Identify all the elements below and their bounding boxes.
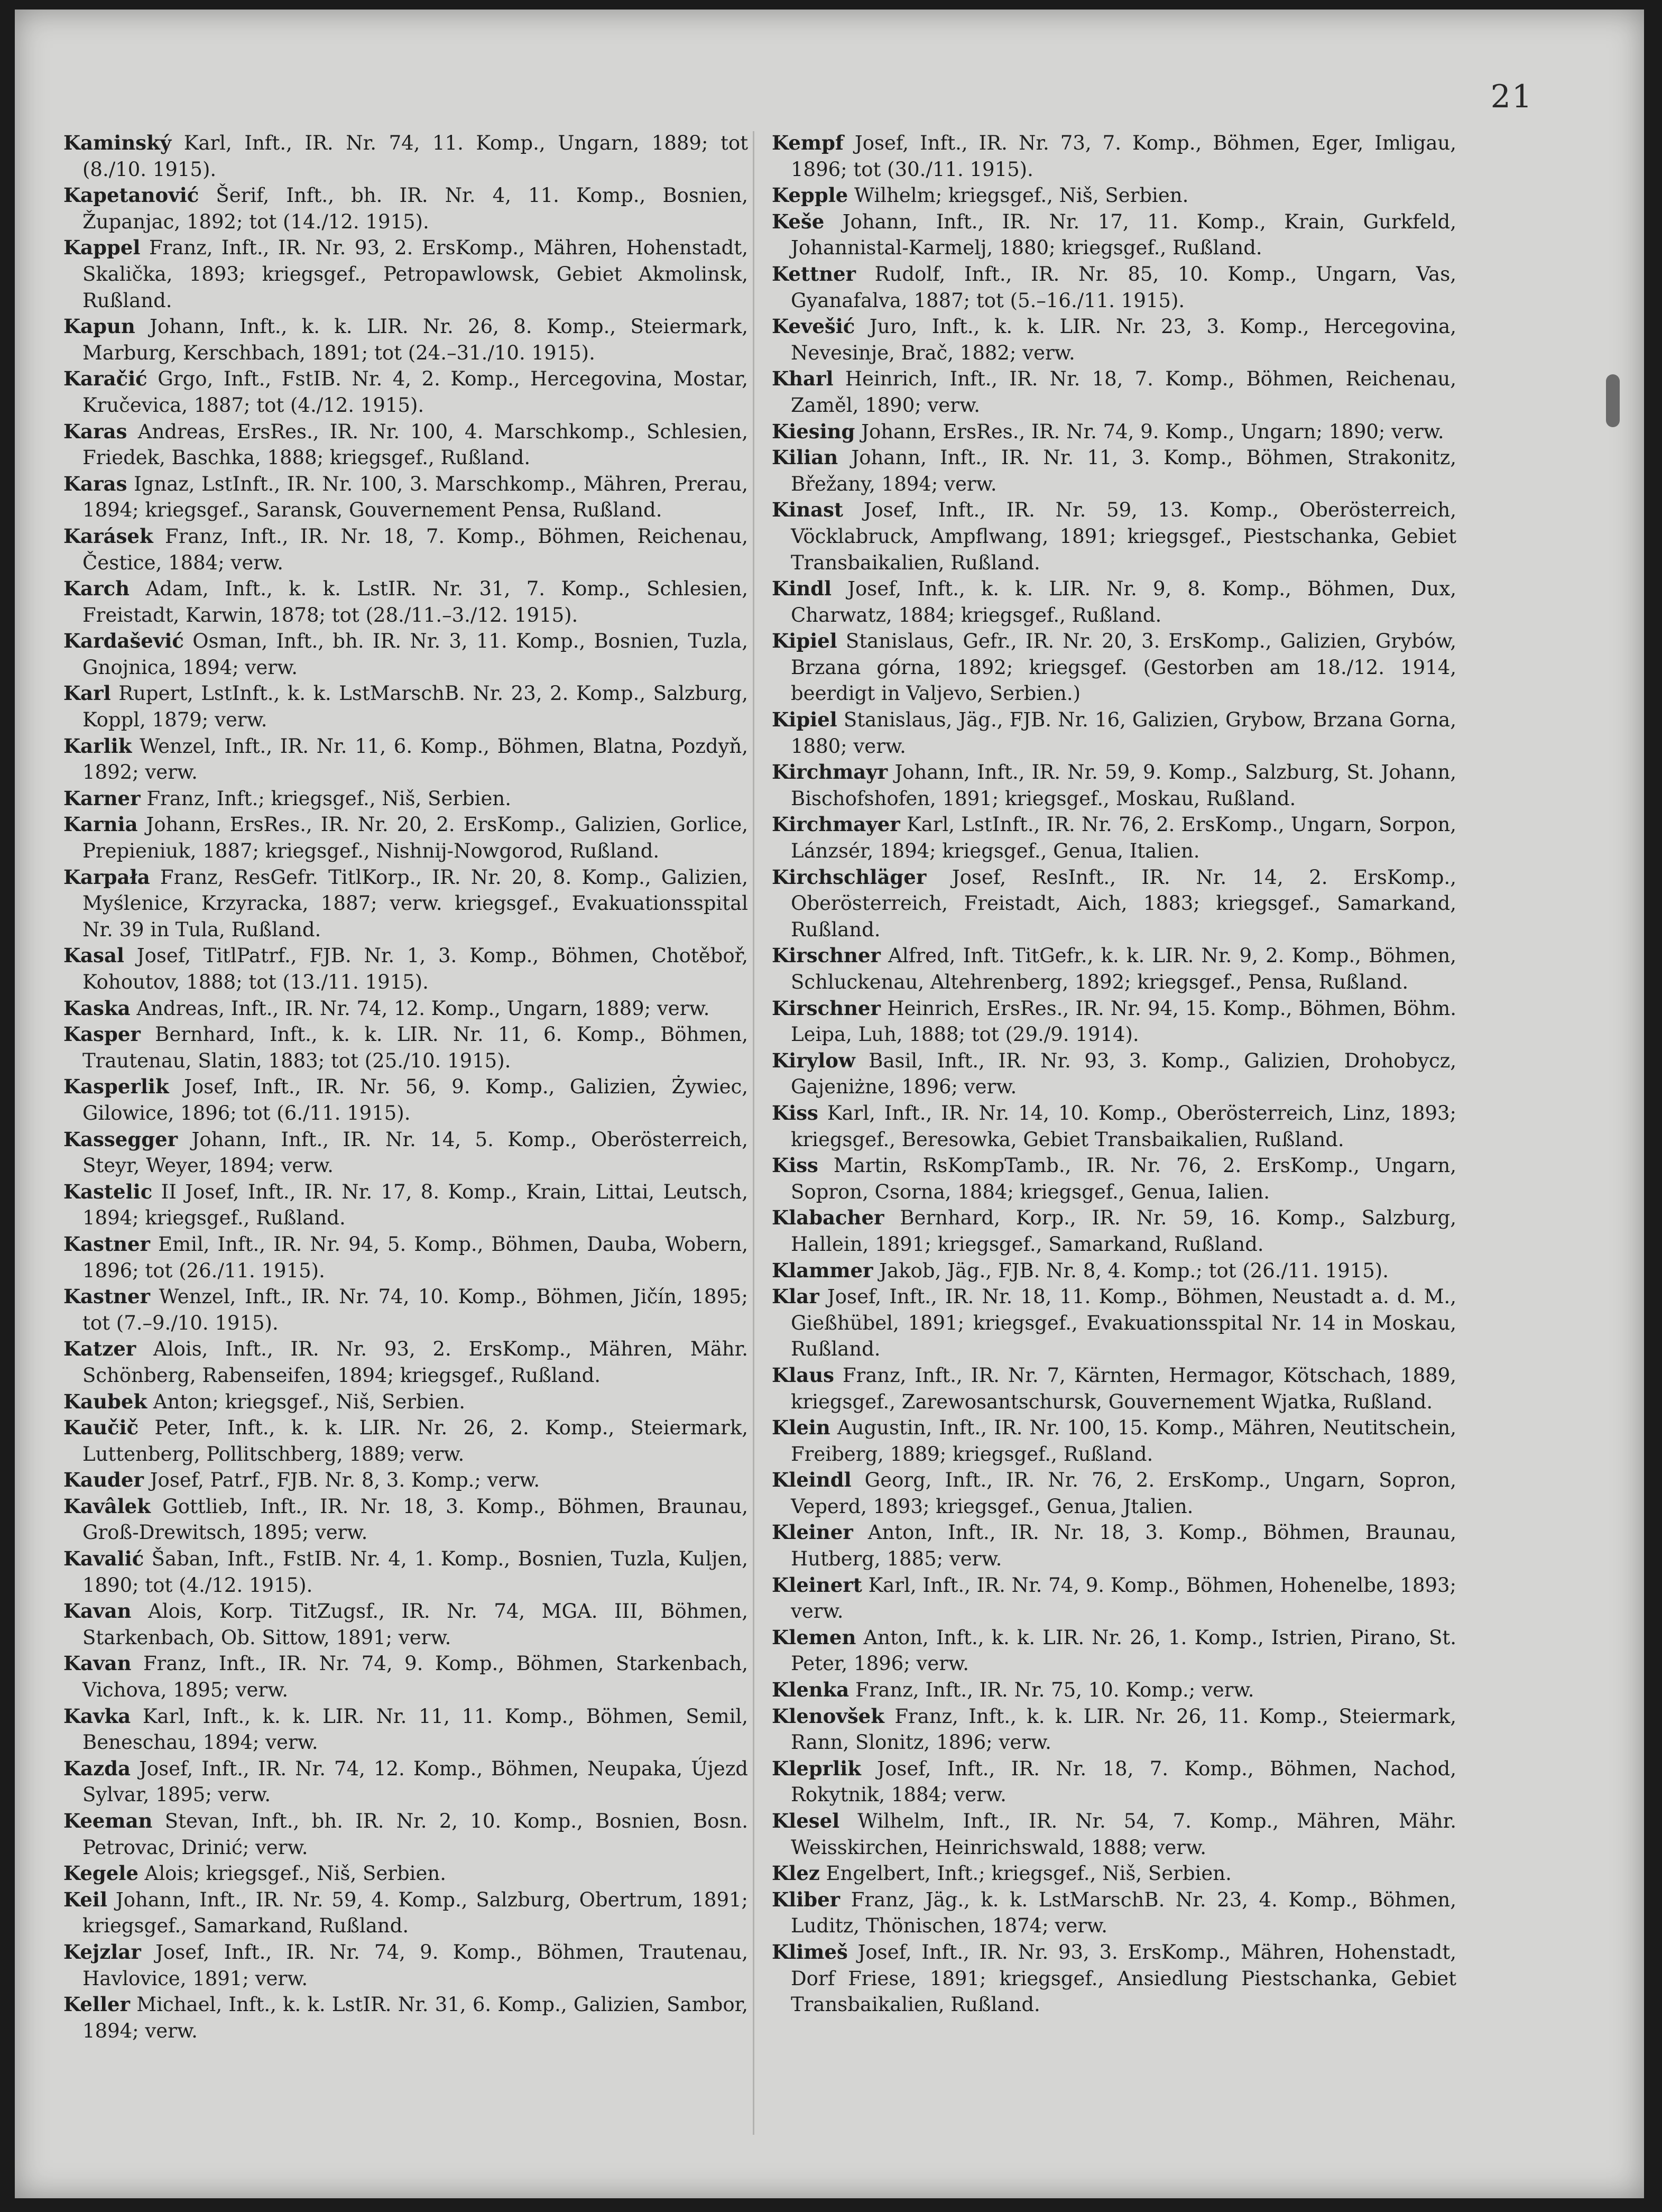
register-entry bbox=[63, 314, 748, 366]
entry-details: Stanislaus, Gefr., IR. Nr. 20, 3. ErsKomp., Galizien, Grybów, Brzana górna, 1892; kriegsgef. (Gestorben am 18./12. 1914, beerdigt in Valjevo, Serbien.) bbox=[791, 630, 1456, 705]
register-entry bbox=[772, 812, 1456, 864]
entry-details: Wilhelm, Inft., IR. Nr. 54, 7. Komp., Mähren, Mähr. Weisskirchen, Heinrichswald, 1888; verw. bbox=[791, 1810, 1456, 1859]
entry-details: Rupert, LstInft., k. k. LstMarschB. Nr. 23, 2. Komp., Salzburg, Koppl, 1879; verw. bbox=[82, 682, 749, 732]
entry-surname: Klez bbox=[772, 1861, 820, 1885]
entry-details: Juro, Inft., k. k. LIR. Nr. 23, 3. Komp., Hercegovina, Nevesinje, Brač, 1882; verw. bbox=[791, 315, 1457, 364]
register-entry bbox=[772, 261, 1456, 314]
entry-details: Karl, LstInft., IR. Nr. 76, 2. ErsKomp., Ungarn, Sorpon, Lánzsér, 1894; kriegsgef., Genua, Italien. bbox=[791, 813, 1456, 863]
entry-details: Emil, Inft., IR. Nr. 94, 5. Komp., Böhmen, Dauba, Wobern, 1896; tot (26./11. 1915). bbox=[82, 1232, 749, 1282]
entry-surname: Karnia bbox=[63, 813, 138, 836]
entry-details: Franz, Inft., IR. Nr. 74, 9. Komp., Böhmen, Starkenbach, Vichova, 1895; verw. bbox=[82, 1652, 748, 1702]
entry-details: Franz, Inft., IR. Nr. 75, 10. Komp.; verw. bbox=[855, 1679, 1254, 1702]
register-entry bbox=[772, 1572, 1456, 1625]
entry-surname: Kevešić bbox=[772, 315, 855, 338]
entry-details: Franz, Inft., k. k. LIR. Nr. 26, 11. Komp., Steiermark, Rann, Slonitz, 1896; verw. bbox=[791, 1704, 1456, 1754]
entry-surname: Kavâlek bbox=[63, 1494, 151, 1518]
entry-details: Franz, Jäg., k. k. LstMarschB. Nr. 23, 4. Komp., Böhmen, Luditz, Thönischen, 1874; verw. bbox=[791, 1888, 1456, 1938]
entry-surname: Klar bbox=[772, 1285, 819, 1308]
register-entry bbox=[63, 1651, 748, 1703]
register-entry bbox=[772, 996, 1456, 1048]
register-entry bbox=[772, 209, 1456, 261]
entry-surname: Kleprlik bbox=[772, 1756, 861, 1780]
entry-surname: Karner bbox=[63, 786, 141, 810]
entry-details: Johann, Inft., k. k. LIR. Nr. 26, 8. Komp., Steiermark, Marburg, Kerschbach, 1891; tot (24.–31./10. 1915). bbox=[82, 315, 748, 364]
register-entry bbox=[772, 497, 1456, 576]
entry-surname: Karl bbox=[63, 681, 111, 705]
entry-details: Georg, Inft., IR. Nr. 76, 2. ErsKomp., Ungarn, Sopron, Veperd, 1893; kriegsgef., Genua, Jtalien. bbox=[791, 1469, 1457, 1518]
entry-surname: Kardašević bbox=[63, 629, 184, 653]
register-entry bbox=[772, 366, 1456, 418]
entry-surname: Kejzlar bbox=[63, 1940, 141, 1964]
register-entry bbox=[63, 235, 748, 314]
column-divider bbox=[753, 131, 754, 2135]
register-entry bbox=[772, 1362, 1456, 1415]
entry-surname: Karpała bbox=[63, 865, 150, 889]
register-entry bbox=[63, 1179, 748, 1231]
entry-surname: Kastelic bbox=[63, 1179, 153, 1203]
entry-details: Josef, Inft., IR. Nr. 56, 9. Komp., Galizien, Żywiec, Gilowice, 1896; tot (6./11. 1915). bbox=[82, 1075, 748, 1125]
entry-details: Andreas, ErsRes., IR. Nr. 100, 4. Marschkomp., Schlesien, Friedek, Baschka, 1888; kriegsgef., Rußland. bbox=[82, 420, 748, 469]
entry-details: Andreas, Inft., IR. Nr. 74, 12. Komp., Ungarn, 1889; verw. bbox=[136, 997, 710, 1020]
entry-details: Karl, Inft., IR. Nr. 74, 9. Komp., Böhmen, Hohenelbe, 1893; verw. bbox=[791, 1573, 1456, 1623]
entry-details: Josef, Inft., IR. Nr. 73, 7. Komp., Böhmen, Eger, Imligau, 1896; tot (30./11. 1915). bbox=[791, 132, 1456, 181]
entry-surname: Kleiner bbox=[772, 1520, 853, 1544]
entry-surname: Kliber bbox=[772, 1887, 841, 1911]
entry-surname: Kirschner bbox=[772, 944, 881, 967]
entry-surname: Kasper bbox=[63, 1022, 141, 1046]
entry-details: Gottlieb, Inft., IR. Nr. 18, 3. Komp., Böhmen, Braunau, Groß-Drewitsch, 1895; verw. bbox=[82, 1495, 749, 1544]
entry-surname: Kappel bbox=[63, 236, 141, 260]
entry-surname: Kasal bbox=[63, 944, 124, 967]
entry-details: Michael, Inft., k. k. LstIR. Nr. 31, 6. Komp., Galizien, Sambor, 1894; verw. bbox=[82, 1993, 748, 2042]
entry-details: Josef, TitlPatrf., FJB. Nr. 1, 3. Komp., Böhmen, Chotěboř, Kohoutov, 1888; tot (13./11. 1915). bbox=[82, 944, 749, 993]
entry-details: Johann, ErsRes., IR. Nr. 74, 9. Komp., Ungarn; 1890; verw. bbox=[861, 420, 1444, 443]
register-entry bbox=[63, 1467, 748, 1494]
entry-surname: Kaminský bbox=[63, 131, 172, 154]
register-entry bbox=[63, 523, 748, 576]
entry-surname: Klesel bbox=[772, 1809, 840, 1832]
entry-surname: Karásek bbox=[63, 524, 153, 548]
entry-details: Šaban, Inft., FstIB. Nr. 4, 1. Komp., Bosnien, Tuzla, Kuljen, 1890; tot (4./12. 1915). bbox=[82, 1547, 749, 1597]
register-entry bbox=[772, 1625, 1456, 1677]
register-entry bbox=[772, 1808, 1456, 1860]
register-entry bbox=[63, 996, 748, 1022]
register-entry bbox=[63, 680, 748, 733]
register-entry bbox=[772, 445, 1456, 497]
entry-surname: Kegele bbox=[63, 1861, 138, 1885]
entry-surname: Kavan bbox=[63, 1652, 132, 1675]
entry-surname: Kiesing bbox=[772, 419, 855, 443]
entry-details: Johann, Inft., IR. Nr. 59, 9. Komp., Salzburg, St. Johann, Bischofshofen, 1891; kriegsgef., Moskau, Rußland. bbox=[791, 761, 1456, 810]
register-entry bbox=[63, 1808, 748, 1860]
entry-details: Alois, Korp. TitZugsf., IR. Nr. 74, MGA. III, Böhmen, Starkenbach, Ob. Sittow, 1891; verw. bbox=[82, 1600, 748, 1649]
register-entry bbox=[63, 864, 748, 943]
entry-surname: Keše bbox=[772, 209, 825, 233]
entry-surname: Kirchschläger bbox=[772, 865, 927, 889]
register-entry bbox=[63, 1992, 748, 2044]
entry-surname: Klimeš bbox=[772, 1940, 848, 1964]
document-page bbox=[15, 10, 1644, 2198]
register-entry bbox=[63, 1231, 748, 1284]
entry-surname: Klenovšek bbox=[772, 1704, 884, 1728]
register-entry bbox=[772, 1100, 1456, 1153]
register-entry bbox=[772, 1939, 1456, 2018]
register-entry bbox=[63, 1860, 748, 1887]
entry-details: Franz, Inft., IR. Nr. 18, 7. Komp., Böhmen, Reichenau, Čestice, 1884; verw. bbox=[82, 524, 748, 574]
register-entry bbox=[772, 943, 1456, 995]
register-entry bbox=[63, 1415, 748, 1467]
entry-details: Johann, Inft., IR. Nr. 11, 3. Komp., Böhmen, Strakonitz, Břežany, 1894; verw. bbox=[791, 446, 1456, 495]
entry-surname: Kindl bbox=[772, 577, 832, 601]
register-entry bbox=[63, 1887, 748, 1939]
entry-surname: Kazda bbox=[63, 1756, 131, 1780]
register-entry bbox=[63, 1494, 748, 1546]
entry-surname: Klemen bbox=[772, 1625, 856, 1649]
entry-details: Josef, Inft., IR. Nr. 18, 7. Komp., Böhmen, Nachod, Rokytnik, 1884; verw. bbox=[791, 1757, 1457, 1807]
register-entry bbox=[772, 314, 1456, 366]
entry-details: Osman, Inft., bh. IR. Nr. 3, 11. Komp., Bosnien, Tuzla, Gnojnica, 1894; verw. bbox=[82, 630, 749, 679]
entry-surname: Karas bbox=[63, 419, 127, 443]
entry-surname: Klenka bbox=[772, 1678, 850, 1702]
register-entry bbox=[772, 1519, 1456, 1572]
entry-surname: Kirchmayr bbox=[772, 760, 888, 784]
register-entry bbox=[63, 1939, 748, 1992]
entry-details: Franz, Inft.; kriegsgef., Niš, Serbien. bbox=[146, 787, 511, 810]
register-entry bbox=[772, 1467, 1456, 1519]
entry-surname: Karch bbox=[63, 577, 130, 601]
entry-surname: Kavka bbox=[63, 1704, 131, 1728]
entry-details: Wenzel, Inft., IR. Nr. 11, 6. Komp., Böhmen, Blatna, Pozdyň, 1892; verw. bbox=[82, 734, 749, 784]
register-entry bbox=[63, 576, 748, 628]
entry-details: Josef, Inft., IR. Nr. 93, 3. ErsKomp., Mähren, Hohenstadt, Dorf Friese, 1891; kriegsgef., Ansiedlung Piestschanka, Gebiet Transbaikalien, Rußland. bbox=[791, 1940, 1456, 2016]
register-entry bbox=[772, 1205, 1456, 1257]
register-entry bbox=[63, 1284, 748, 1336]
register-entry bbox=[63, 786, 748, 812]
entry-surname: Kaska bbox=[63, 996, 131, 1020]
entry-surname: Kaučič bbox=[63, 1416, 139, 1440]
register-entry bbox=[772, 759, 1456, 812]
register-entry bbox=[63, 943, 748, 995]
register-entry bbox=[772, 1860, 1456, 1887]
entry-surname: Klammer bbox=[772, 1258, 873, 1282]
entry-surname: Kasperlik bbox=[63, 1075, 169, 1099]
entry-surname: Katzer bbox=[63, 1337, 136, 1361]
entry-surname: Kastner bbox=[63, 1232, 150, 1256]
entry-surname: Keeman bbox=[63, 1809, 153, 1832]
entry-details: Josef, Inft., IR. Nr. 74, 12. Komp., Böhmen, Neupaka, Újezd Sylvar, 1895; verw. bbox=[82, 1757, 748, 1807]
entry-details: Johann, Inft., IR. Nr. 14, 5. Komp., Oberösterreich, Steyr, Weyer, 1894; verw. bbox=[82, 1128, 749, 1177]
entry-details: Wenzel, Inft., IR. Nr. 74, 10. Komp., Böhmen, Jičín, 1895; tot (7.–9./10. 1915). bbox=[82, 1285, 748, 1334]
entry-surname: Kepple bbox=[772, 183, 848, 207]
entry-details: Stanislaus, Jäg., FJB. Nr. 16, Galizien, Grybow, Brzana Gorna, 1880; verw. bbox=[791, 708, 1456, 758]
entry-details: Alois; kriegsgef., Niš, Serbien. bbox=[144, 1862, 446, 1885]
entry-details: Johann, ErsRes., IR. Nr. 20, 2. ErsKomp., Galizien, Gorlice, Prepieniuk, 1887; kriegsgef., Nishnij-Nowgorod, Rußland. bbox=[82, 813, 748, 863]
entry-surname: Kauder bbox=[63, 1468, 144, 1492]
entry-details: Franz, ResGefr. TitlKorp., IR. Nr. 20, 8. Komp., Galizien, Myślenice, Krzyracka, 1887; verw. kriegsgef., Evakuationsspital Nr. 39 in Tula, Rußland. bbox=[82, 865, 748, 941]
entry-surname: Kirchmayer bbox=[772, 813, 900, 836]
entry-surname: Klein bbox=[772, 1416, 830, 1440]
entry-details: Josef, Inft., IR. Nr. 74, 9. Komp., Böhmen, Trautenau, Havlovice, 1891; verw. bbox=[82, 1940, 748, 1990]
entry-details: Franz, Inft., IR. Nr. 93, 2. ErsKomp., Mähren, Hohenstadt, Skalička, 1893; kriegsgef., Petropawlowsk, Gebiet Akmolinsk, Rußland. bbox=[82, 236, 748, 312]
register-entry bbox=[772, 1756, 1456, 1808]
entry-details: Grgo, Inft., FstIB. Nr. 4, 2. Komp., Hercegovina, Mostar, Kručevica, 1887; tot (4./12. 1915). bbox=[82, 367, 748, 417]
register-entry bbox=[772, 864, 1456, 943]
entry-surname: Keller bbox=[63, 1993, 131, 2016]
entry-surname: Kaubek bbox=[63, 1389, 147, 1413]
register-entry bbox=[63, 1021, 748, 1074]
entry-details: Peter, Inft., k. k. LIR. Nr. 26, 2. Komp., Steiermark, Luttenberg, Pollitschberg, 1889; verw. bbox=[82, 1416, 749, 1466]
register-entry bbox=[772, 1284, 1456, 1362]
register-entry bbox=[63, 1703, 748, 1756]
binding-hole bbox=[1606, 374, 1620, 427]
entry-details: Wilhelm; kriegsgef., Niš, Serbien. bbox=[854, 184, 1189, 207]
entry-details: Josef, ResInft., IR. Nr. 14, 2. ErsKomp., Oberösterreich, Freistadt, Aich, 1883; kriegsgef., Samarkand, Rußland. bbox=[791, 865, 1456, 941]
entry-details: Bernhard, Inft., k. k. LIR. Nr. 11, 6. Komp., Böhmen, Trautenau, Slatin, 1883; tot (25./10. 1915). bbox=[82, 1023, 748, 1072]
entry-surname: Kipiel bbox=[772, 629, 837, 653]
entry-surname: Kleinert bbox=[772, 1573, 862, 1597]
entry-surname: Kempf bbox=[772, 131, 844, 154]
register-entry bbox=[63, 1546, 748, 1598]
entry-details: Franz, Inft., IR. Nr. 7, Kärnten, Hermagor, Kötschach, 1889, kriegsgef., Zarewosantschursk, Gouvernement Wjatka, Rußland. bbox=[791, 1363, 1456, 1413]
entry-details: Martin, RsKompTamb., IR. Nr. 76, 2. ErsKomp., Ungarn, Sopron, Csorna, 1884; kriegsgef., Genua, Ialien. bbox=[791, 1154, 1456, 1203]
register-entry bbox=[63, 733, 748, 786]
entry-details: Augustin, Inft., IR. Nr. 100, 15. Komp., Mähren, Neutitschein, Freiberg, 1889; kriegsgef., Rußland. bbox=[791, 1416, 1456, 1466]
entry-details: Bernhard, Korp., IR. Nr. 59, 16. Komp., Salzburg, Hallein, 1891; kriegsgef., Samarkand, Rußland. bbox=[791, 1206, 1456, 1256]
register-entry bbox=[63, 1598, 748, 1651]
entry-surname: Kavalić bbox=[63, 1547, 144, 1571]
entry-surname: Kiss bbox=[772, 1154, 818, 1177]
register-entry bbox=[63, 1336, 748, 1388]
entry-surname: Kilian bbox=[772, 446, 838, 469]
register-entry bbox=[772, 707, 1456, 759]
entry-surname: Kinast bbox=[772, 498, 844, 522]
entry-surname: Kettner bbox=[772, 262, 856, 285]
right-column bbox=[772, 130, 1456, 2018]
entry-surname: Kleindl bbox=[772, 1468, 852, 1492]
entry-surname: Kapetanović bbox=[63, 183, 199, 207]
entry-details: Engelbert, Inft.; kriegsgef., Niš, Serbien. bbox=[826, 1862, 1232, 1885]
entry-surname: Kiss bbox=[772, 1101, 818, 1125]
entry-surname: Kharl bbox=[772, 367, 834, 391]
register-entry bbox=[63, 628, 748, 680]
register-entry bbox=[63, 130, 748, 182]
entry-surname: Kassegger bbox=[63, 1127, 178, 1151]
register-entry bbox=[63, 182, 748, 235]
entry-surname: Klaus bbox=[772, 1363, 834, 1387]
entry-details: Anton, Inft., k. k. LIR. Nr. 26, 1. Komp., Istrien, Pirano, St. Peter, 1896; verw. bbox=[791, 1626, 1457, 1675]
entry-details: Stevan, Inft., bh. IR. Nr. 2, 10. Komp., Bosnien, Bosn. Petrovac, Drinić; verw. bbox=[82, 1810, 748, 1859]
register-entry bbox=[63, 471, 748, 523]
register-entry bbox=[772, 1677, 1456, 1703]
register-entry bbox=[772, 419, 1456, 445]
entry-details: Josef, Inft., k. k. LIR. Nr. 9, 8. Komp., Böhmen, Dux, Charwatz, 1884; kriegsgef., Rußland. bbox=[791, 577, 1457, 626]
entry-details: Josef, Patrf., FJB. Nr. 8, 3. Komp.; verw. bbox=[150, 1469, 540, 1492]
entry-surname: Karas bbox=[63, 472, 127, 495]
entry-surname: Kastner bbox=[63, 1285, 150, 1308]
register-entry bbox=[63, 1389, 748, 1415]
register-entry bbox=[772, 1258, 1456, 1284]
entry-details: II Josef, Inft., IR. Nr. 17, 8. Komp., Krain, Littai, Leutsch, 1894; kriegsgef., Rußland. bbox=[82, 1180, 748, 1230]
entry-details: Alois, Inft., IR. Nr. 93, 2. ErsKomp., Mähren, Mähr. Schönberg, Rabenseifen, 1894; kriegsgef., Rußland. bbox=[82, 1338, 748, 1387]
entry-surname: Kipiel bbox=[772, 708, 837, 732]
register-entry bbox=[772, 1887, 1456, 1939]
register-entry bbox=[772, 576, 1456, 628]
entry-details: Karl, Inft., IR. Nr. 14, 10. Komp., Oberösterreich, Linz, 1893; kriegsgef., Beresowka, Gebiet Transbaikalien, Rußland. bbox=[791, 1101, 1456, 1151]
entry-details: Karl, Inft., IR. Nr. 74, 11. Komp., Ungarn, 1889; tot (8./10. 1915). bbox=[82, 132, 749, 181]
entry-details: Rudolf, Inft., IR. Nr. 85, 10. Komp., Ungarn, Vas, Gyanafalva, 1887; tot (5.–16./11. 1915). bbox=[791, 262, 1456, 312]
entry-details: Basil, Inft., IR. Nr. 93, 3. Komp., Galizien, Drohobycz, Gajeniżne, 1896; verw. bbox=[791, 1049, 1456, 1099]
register-entry bbox=[772, 1703, 1456, 1756]
entry-details: Josef, Inft., IR. Nr. 18, 11. Komp., Böhmen, Neustadt a. d. M., Gießhübel, 1891; kriegsgef., Evakuationsspital Nr. 14 in Moskau, Rußland. bbox=[791, 1285, 1457, 1361]
register-entry bbox=[63, 812, 748, 864]
register-entry bbox=[63, 419, 748, 471]
entry-details: Heinrich, Inft., IR. Nr. 18, 7. Komp., Böhmen, Reichenau, Zaměl, 1890; verw. bbox=[791, 367, 1456, 417]
entry-details: Karl, Inft., k. k. LIR. Nr. 11, 11. Komp., Böhmen, Semil, Beneschau, 1894; verw. bbox=[82, 1704, 749, 1754]
entry-details: Anton; kriegsgef., Niš, Serbien. bbox=[153, 1390, 466, 1413]
entry-surname: Karačić bbox=[63, 367, 147, 391]
register-entry bbox=[63, 1074, 748, 1126]
page-number: 21 bbox=[1490, 78, 1533, 115]
register-entry bbox=[772, 182, 1456, 209]
entry-details: Jakob, Jäg., FJB. Nr. 8, 4. Komp.; tot (26./11. 1915). bbox=[879, 1259, 1389, 1282]
entry-surname: Karlik bbox=[63, 734, 132, 758]
entry-surname: Kapun bbox=[63, 315, 135, 338]
entry-details: Josef, Inft., IR. Nr. 59, 13. Komp., Oberösterreich, Vöcklabruck, Ampflwang, 1891; kriegsgef., Piestschanka, Gebiet Transbaikalien, Rußland. bbox=[791, 499, 1456, 574]
entry-surname: Klabacher bbox=[772, 1206, 884, 1230]
entry-details: Johann, Inft., IR. Nr. 17, 11. Komp., Krain, Gurkfeld, Johannistal-Karmelj, 1880; kriegsgef., Rußland. bbox=[791, 210, 1457, 260]
entry-surname: Kirschner bbox=[772, 996, 881, 1020]
entry-details: Adam, Inft., k. k. LstIR. Nr. 31, 7. Komp., Schlesien, Freistadt, Karwin, 1878; tot (28./11.–3./12. 1915). bbox=[82, 577, 748, 626]
register-entry bbox=[63, 1127, 748, 1179]
register-entry bbox=[63, 1756, 748, 1808]
entry-details: Alfred, Inft. TitGefr., k. k. LIR. Nr. 9, 2. Komp., Böhmen, Schluckenau, Altehrenberg, 1892; kriegsgef., Pensa, Rußland. bbox=[791, 944, 1456, 993]
entry-surname: Kirylow bbox=[772, 1048, 855, 1072]
entry-details: Ignaz, LstInft., IR. Nr. 100, 3. Marschkomp., Mähren, Prerau, 1894; kriegsgef., Saransk, Gouvernement Pensa, Rußland. bbox=[82, 472, 749, 522]
entry-details: Anton, Inft., IR. Nr. 18, 3. Komp., Böhmen, Braunau, Hutberg, 1885; verw. bbox=[791, 1521, 1456, 1571]
entry-details: Šerif, Inft., bh. IR. Nr. 4, 11. Komp., Bosnien, Županjac, 1892; tot (14./12. 1915). bbox=[82, 184, 748, 233]
register-entry bbox=[772, 628, 1456, 707]
register-entry bbox=[63, 366, 748, 418]
register-entry bbox=[772, 1153, 1456, 1205]
left-column bbox=[63, 130, 748, 2044]
entry-details: Johann, Inft., IR. Nr. 59, 4. Komp., Salzburg, Obertrum, 1891; kriegsgef., Samarkand, Rußland. bbox=[82, 1888, 748, 1938]
register-entry bbox=[772, 1415, 1456, 1467]
entry-surname: Keil bbox=[63, 1887, 107, 1911]
register-entry bbox=[772, 130, 1456, 182]
register-entry bbox=[772, 1048, 1456, 1100]
entry-details: Heinrich, ErsRes., IR. Nr. 94, 15. Komp., Böhmen, Böhm. Leipa, Luh, 1888; tot (29./9. 1914). bbox=[791, 997, 1457, 1046]
entry-surname: Kavan bbox=[63, 1599, 132, 1623]
